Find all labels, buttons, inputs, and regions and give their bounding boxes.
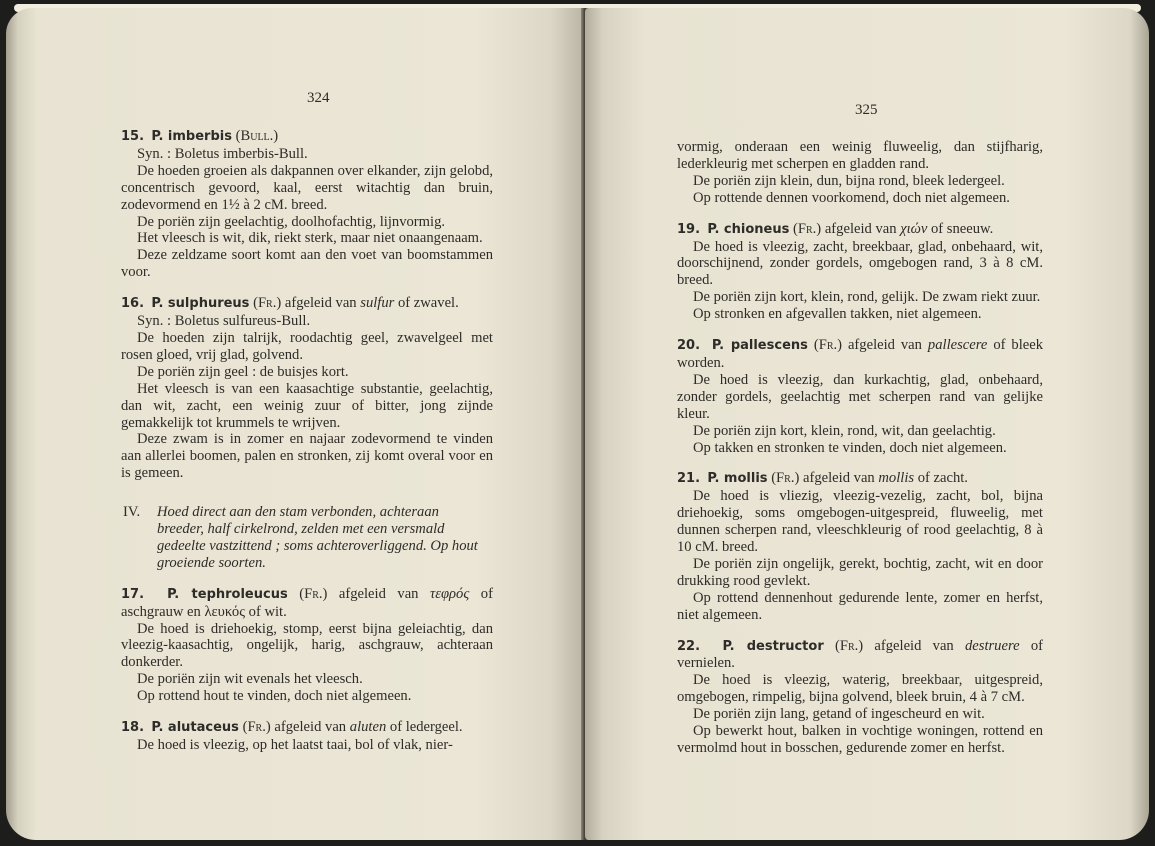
entry-heading	[121, 295, 493, 313]
entry-number: 22.	[677, 638, 701, 654]
etymology-prefix: afgeleid van	[338, 585, 419, 602]
entry-number: 21.	[677, 471, 701, 487]
page-number: 325	[855, 102, 878, 118]
species-name: P. alutaceus	[151, 720, 239, 736]
etymology-meaning: of zacht.	[917, 470, 968, 487]
species-name: P. imberbis	[151, 129, 232, 144]
entry-number: 15.	[121, 129, 145, 144]
entry-line: De hoed is vleezig, dan kurkachtig, glad, onbehaard, zonder gordels, geelachtig met scherpen rand van gelijke kleur.	[677, 371, 1043, 422]
left-page	[6, 8, 585, 840]
entry-line: De poriën zijn wit evenals het vleesch.	[137, 671, 363, 688]
entry-line: Op rottend dennenhout gedurende lente, zomer en herfst, niet algemeen.	[677, 589, 1043, 623]
etymology-meaning: of sneeuw.	[931, 220, 994, 237]
entry-line: De poriën zijn kort, klein, rond, gelijk. De zwam riekt zuur.	[693, 289, 1041, 306]
entry-line: Syn. : Boletus imberbis-Bull.	[137, 145, 308, 162]
etymology-prefix: afgeleid van	[274, 719, 347, 736]
etymology-meaning: of aschgrauw en λευκός of wit.	[121, 585, 493, 620]
entry-line: De poriën zijn ongelijk, gerekt, bochtig, zacht, wit en door drukking rood gevlekt.	[677, 555, 1043, 589]
species-name: P. mollis	[707, 471, 768, 487]
etymology-prefix: afgeleid van	[284, 295, 357, 312]
entry-line: Het vleesch is wit, dik, riekt sterk, maar niet onaangenaam.	[137, 230, 483, 247]
etymology-meaning: of ledergeel.	[389, 719, 463, 736]
entry-line: De hoed is vleezig, waterig, breekbaar, uitgespreid, omgebogen, rimpelig, bijna golvend, bleek bruin, 4 à 7 cM.	[677, 672, 1043, 706]
entry-line: De poriën zijn geel : de buisjes kort.	[137, 363, 349, 380]
authority: (Fr.)	[835, 637, 864, 654]
etymology-prefix: afgeleid van	[824, 220, 897, 237]
etymology-word: sulfur	[360, 295, 395, 312]
section-numeral: IV.	[123, 504, 141, 521]
etymology-prefix: afgeleid van	[847, 337, 922, 354]
entry-heading	[677, 470, 1043, 488]
authority: (Fr.)	[813, 337, 842, 354]
etymology-prefix: afgeleid van	[803, 470, 875, 487]
entry-line: vormig, onderaan een weinig fluweelig, dan stijfharig, lederkleurig met scherpen en gladden rand.	[677, 139, 1043, 172]
entry-heading	[121, 586, 493, 621]
etymology-word: χιών	[900, 220, 928, 237]
entry-line: Op rottend hout te vinden, doch niet algemeen.	[137, 688, 412, 705]
entry-line: De hoeden zijn talrijk, roodachtig geel, zwavelgeel met rosen gloed, vrij glad, golvend.	[121, 329, 493, 363]
species-name: P. pallescens	[711, 338, 808, 354]
etymology-word: aluten	[349, 719, 387, 736]
authority: (Fr.)	[242, 719, 271, 736]
right-page	[585, 8, 1149, 840]
entry-line: De poriën zijn klein, dun, bijna rond, bleek ledergeel.	[693, 172, 1005, 189]
entry-line: De poriën zijn kort, klein, rond, wit, dan geelachtig.	[693, 422, 996, 439]
entry-number: 18.	[121, 720, 145, 736]
species-name: P. chioneus	[707, 221, 790, 237]
authority: (Fr.)	[793, 220, 822, 237]
etymology-prefix: afgeleid van	[874, 637, 954, 654]
authority: (Bull.)	[235, 128, 279, 144]
authority: (Fr.)	[771, 470, 800, 487]
entry-line: Deze zwam is in zomer en najaar zodevormend te vinden aan allerlei boomen, palen en stronken, zij komt overal voor en is gemeen.	[121, 431, 493, 482]
entry-line: Op takken en stronken te vinden, doch niet algemeen.	[693, 439, 1007, 456]
entry-line: De hoed is vleezig, op het laatst taai, bol of vlak, nier-	[137, 737, 453, 753]
etymology-meaning: of bleek worden.	[677, 337, 1044, 371]
section-title: Hoed direct aan den stam verbonden, achteraan breeder, half cirkelrond, zelden met een versmald gedeelte vastzittend ; soms achteroverliggend. Op hout groeiende soorten.	[157, 504, 478, 571]
entry-line: Op bewerkt hout, balken in vochtige woningen, rottend en vermolmd hout in bosschen, gedurende zomer en herfst.	[677, 723, 1043, 756]
etymology-meaning: of zwavel.	[397, 295, 459, 312]
entry-number: 19.	[677, 221, 701, 237]
etymology-meaning: of vernielen.	[677, 637, 1043, 672]
entry-line: Syn. : Boletus sulfureus-Bull.	[137, 313, 311, 330]
entry-number: 17.	[121, 586, 145, 602]
entry-line: Op rottende dennen voorkomend, doch niet algemeen.	[693, 189, 1010, 206]
authority: (Fr.)	[299, 585, 328, 602]
left-page-body	[121, 128, 493, 754]
entry-line: Deze zeldzame soort komt aan den voet van boomstammen voor.	[121, 247, 493, 281]
page-number: 324	[307, 90, 330, 106]
etymology-word: τεφρός	[430, 585, 470, 602]
etymology-word: mollis	[878, 470, 915, 487]
entry-line: De hoeden groeien als dakpannen over elkander, zijn gelobd, concentrisch gevoord, kaal, eerst witachtig dan bruin, zodevormend en 1½ à 2 cM. breed.	[121, 162, 494, 213]
entry-line: Op stronken en afgevallen takken, niet algemeen.	[693, 306, 982, 323]
authority: (Fr.)	[253, 295, 282, 312]
etymology-word: pallescere	[927, 337, 988, 354]
right-page-body	[677, 139, 1043, 757]
entry-heading	[121, 719, 493, 737]
species-name: P. sulphureus	[151, 296, 250, 312]
section-heading	[121, 504, 493, 572]
entry-heading	[677, 221, 1043, 239]
open-book	[6, 8, 1149, 840]
entry-heading	[677, 337, 1043, 372]
entry-line: De poriën zijn lang, getand of ingescheurd en wit.	[693, 706, 985, 723]
species-name: P. tephroleucus	[167, 586, 288, 602]
entry-line: Het vleesch is van een kaasachtige substantie, geelachtig, dan wit, zacht, een weinig zuur of bitter, jong zijnde gemakkelijk tot krummels te wrijven.	[121, 380, 493, 431]
etymology-word: destruere	[964, 637, 1020, 654]
entry-heading	[677, 638, 1043, 673]
entry-line: De hoed is vliezig, vleezig-vezelig, zacht, bol, bijna driehoekig, soms omgebogen-uitgespreid, fluweelig, met dunnen scherpen rand, vleeschkleurig of rood geelachtig, 8 à 10 cM. breed.	[677, 488, 1043, 556]
entry-number: 20.	[677, 338, 701, 354]
entry-number: 16.	[121, 296, 145, 312]
species-name: P. destructor	[722, 638, 824, 654]
entry-line: De hoed is vleezig, zacht, breekbaar, glad, onbehaard, wit, doorschijnend, zonder gordels, omgebogen rand, 3 à 8 cM. breed.	[677, 238, 1043, 289]
entry-heading	[121, 128, 493, 146]
entry-line: De poriën zijn geelachtig, doolhofachtig, lijnvormig.	[137, 213, 446, 230]
entry-line: De hoed is driehoekig, stomp, eerst bijna geleiachtig, dan vleezig-kaasachtig, ongelijk, harig, aschgrauw, achteraan donkerder.	[121, 620, 493, 671]
